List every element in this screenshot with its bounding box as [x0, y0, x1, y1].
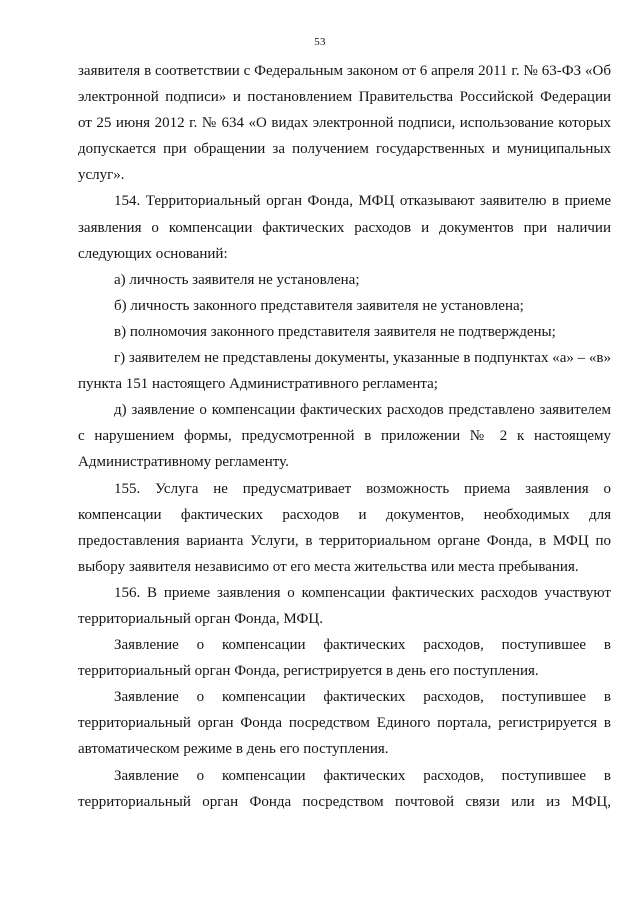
list-item-g: г) заявителем не представлены документы, указанные в подпунктах «а» – «в» пункта 151 настоящего Административного регламента; [78, 350, 611, 393]
paragraph-156-participants: 156. В приеме заявления о компенсации фактических расходов участвуют территориальный орган Фонда, МФЦ. [78, 584, 611, 627]
page-number: 53 [314, 36, 326, 48]
paragraph-registration-portal: Заявление о компенсации фактических расходов, поступившее в территориальный орган Фонда посредством Единого портала, регистрируется в автоматическом режиме в день его поступления. [78, 689, 611, 758]
document-body [78, 58, 611, 815]
list-item-b: б) личность законного представителя заявителя не установлена; [114, 297, 524, 314]
paragraph-applicant-signature-continuation: заявителя в соответствии с Федеральным законом от 6 апреля 2011 г. № 63-ФЗ «Об электронной подписи» и постановлением Правительства Российской Федерации от 25 июня 2012 г. № 634 «О видах электронной подписи, использование которых допускается при обращении за получением государственных и муниципальных услуг». [78, 63, 611, 184]
paragraph-155-extraterritorial: 155. Услуга не предусматривает возможность приема заявления о компенсации фактических расходов и документов, необходимых для предоставления варианта Услуги, в территориальном органе Фонда, в МФЦ по выбору заявителя независимо от его места жительства или места пребывания. [78, 480, 611, 575]
paragraph-registration-in-person: Заявление о компенсации фактических расходов, поступившее в территориальный орган Фонда, регистрируется в день его поступления. [78, 637, 611, 680]
paragraph-154-refusal-grounds: 154. Территориальный орган Фонда, МФЦ отказывают заявителю в приеме заявления о компенсации фактических расходов и документов при наличии следующих оснований: [78, 193, 611, 262]
list-item-d: д) заявление о компенсации фактических расходов представлено заявителем с нарушением формы, предусмотренной в приложении № 2 к настоящему Административному регламенту. [78, 402, 611, 471]
paragraph-registration-post: Заявление о компенсации фактических расходов, поступившее в территориальный орган Фонда посредством почтовой связи или из МФЦ, [78, 767, 611, 810]
list-item-v: в) полномочия законного представителя заявителя не подтверждены; [114, 323, 556, 340]
list-item-a: а) личность заявителя не установлена; [114, 271, 360, 288]
